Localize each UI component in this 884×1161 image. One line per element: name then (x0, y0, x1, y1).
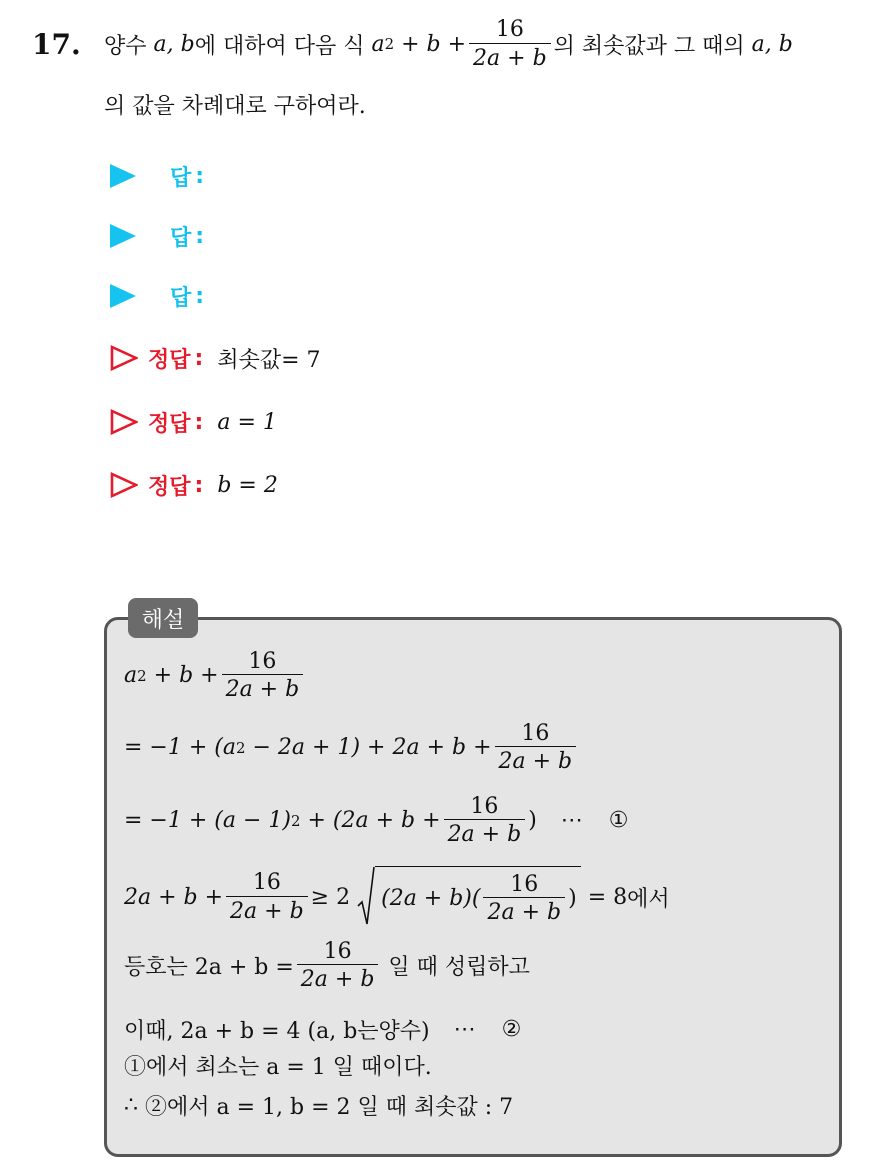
l1-frac-num: 16 (248, 649, 277, 674)
correct-colon: : (194, 345, 204, 371)
answer-label: 답 (170, 225, 192, 251)
solution-line-5 (124, 940, 530, 991)
correct-value-1: 최솟값= 7 (217, 347, 321, 373)
problem-intro: 양수 (104, 33, 147, 59)
l4-frac-num: 16 (252, 870, 281, 896)
circled-one: ① (608, 808, 629, 834)
l2-frac-num: 16 (521, 721, 550, 746)
correct-answer-3 (110, 465, 278, 505)
answer-colon: : (195, 283, 205, 309)
solution-line-1: a 2 + b + $\frac{16}{2a + b}$ (124, 650, 306, 701)
l4-ge: ≥ 2 (310, 884, 351, 910)
solution-badge: 해설 (128, 598, 198, 638)
ellipsis: ⋯ (560, 808, 583, 834)
fraction-numerator: 16 (495, 17, 524, 43)
solution-line-2: = −1 + (a 2 − 2a + 1) + 2a + b + $\frac{16}{2a + b}$ (124, 722, 579, 773)
l5-frac-den: 2a + b (297, 964, 379, 991)
circled-two: ② (501, 1017, 522, 1042)
expr-a: a (371, 31, 385, 57)
radical-sign-icon (357, 866, 375, 928)
l5-frac-num: 16 (323, 939, 352, 964)
l4-inner-fraction (483, 873, 565, 924)
correct-value-2: a = 1 (217, 409, 277, 435)
l4-inner-den: 2a + b (483, 897, 565, 924)
l2-fraction (495, 722, 577, 773)
outline-arrow-icon (110, 409, 138, 435)
l4-inner-num: 16 (510, 871, 539, 897)
solution-line-8 (124, 1090, 513, 1121)
answer-blank-1 (110, 156, 218, 196)
l2-mid: − 2a + 1) + 2a + b + (252, 735, 492, 761)
l3-fraction (444, 795, 526, 846)
l3-frac-num: 16 (470, 794, 499, 819)
therefore-symbol: ∴ (124, 1093, 138, 1118)
outline-arrow-icon (110, 472, 138, 498)
l3-mid: + (2a + b + (307, 808, 441, 834)
l2-pre: = −1 + (a (124, 735, 236, 761)
l3-close: ) (528, 808, 537, 834)
answer-colon: : (195, 163, 205, 189)
l8-text: ②에서 a = 1, b = 2 일 때 최솟값 : 7 (145, 1095, 514, 1120)
correct-label: 정답 (148, 347, 191, 373)
answer-label: 답 (170, 285, 192, 311)
l1-a: a (124, 663, 138, 689)
l4-eq: = 8 (587, 884, 628, 910)
problem-line-1: 17. 양수 a, b 에 대하여 다음 식 a 2 + b + $\frac{16}{2a + b}$ 의 최솟값과 그 때의 a, b (32, 17, 793, 71)
solution-line-4 (124, 866, 670, 928)
sqrt-body (375, 866, 581, 928)
solution-line-7: ①에서 최소는 a = 1 일 때이다. (124, 1055, 432, 1080)
l5-tail: 일 때 성립하고 (388, 955, 530, 981)
correct-colon: : (194, 472, 204, 498)
answer-label: 답 (170, 165, 192, 191)
l4-sqrt-a: (2a + b)( (381, 886, 481, 911)
l2-frac-den: 2a + b (495, 746, 577, 773)
l4-fraction (226, 871, 308, 922)
l4-sqrt-b: ) (568, 886, 577, 911)
play-arrow-icon (110, 164, 136, 188)
correct-colon: : (194, 409, 204, 435)
correct-label: 정답 (148, 474, 191, 500)
l6-pre: 이때, 2a + b = 4 (a, b는양수) (124, 1019, 430, 1044)
l3-frac-den: 2a + b (444, 819, 526, 846)
play-arrow-icon (110, 284, 136, 308)
correct-value-3: b = 2 (217, 472, 278, 498)
l4-frac-den: 2a + b (226, 896, 308, 923)
l5-pre: 등호는 2a + b = (124, 955, 294, 981)
problem-tail: 의 최솟값과 그 때의 (553, 33, 745, 59)
problem-line-2: 의 값을 차례대로 구하여라. (104, 93, 366, 119)
problem-fraction (469, 18, 551, 69)
problem-tail-vars: a, b (751, 31, 793, 57)
expr-plus-b: + b + (401, 31, 467, 57)
l4-pre: 2a + b + (124, 884, 224, 910)
problem-vars: a, b (153, 31, 195, 57)
fraction-denominator: 2a + b (469, 43, 551, 70)
l4-tail: 에서 (627, 886, 670, 912)
answer-colon: : (195, 223, 205, 249)
solution-line-6 (124, 1014, 521, 1045)
square-root (357, 866, 581, 928)
correct-answer-1 (110, 338, 321, 378)
correct-label: 정답 (148, 411, 191, 437)
l1-frac-den: 2a + b (222, 674, 304, 701)
correct-answer-2 (110, 402, 277, 442)
l3-pre: = −1 + (a − 1) (124, 808, 291, 834)
problem (32, 12, 872, 132)
answer-blank-3 (110, 276, 218, 316)
l5-fraction (297, 940, 379, 991)
l1-fraction (222, 650, 304, 701)
play-arrow-icon (110, 224, 136, 248)
answer-blank-2 (110, 216, 218, 256)
ellipsis: ⋯ (453, 1017, 476, 1042)
outline-arrow-icon (110, 345, 138, 371)
l1-rest: + b + (153, 663, 219, 689)
problem-postvars: 에 대하여 다음 식 (194, 33, 365, 59)
problem-number: 17. (32, 27, 81, 61)
solution-line-3: = −1 + (a − 1) 2 + (2a + b + $\frac{16}{2a + b}$ ) ⋯ ① (124, 794, 629, 848)
